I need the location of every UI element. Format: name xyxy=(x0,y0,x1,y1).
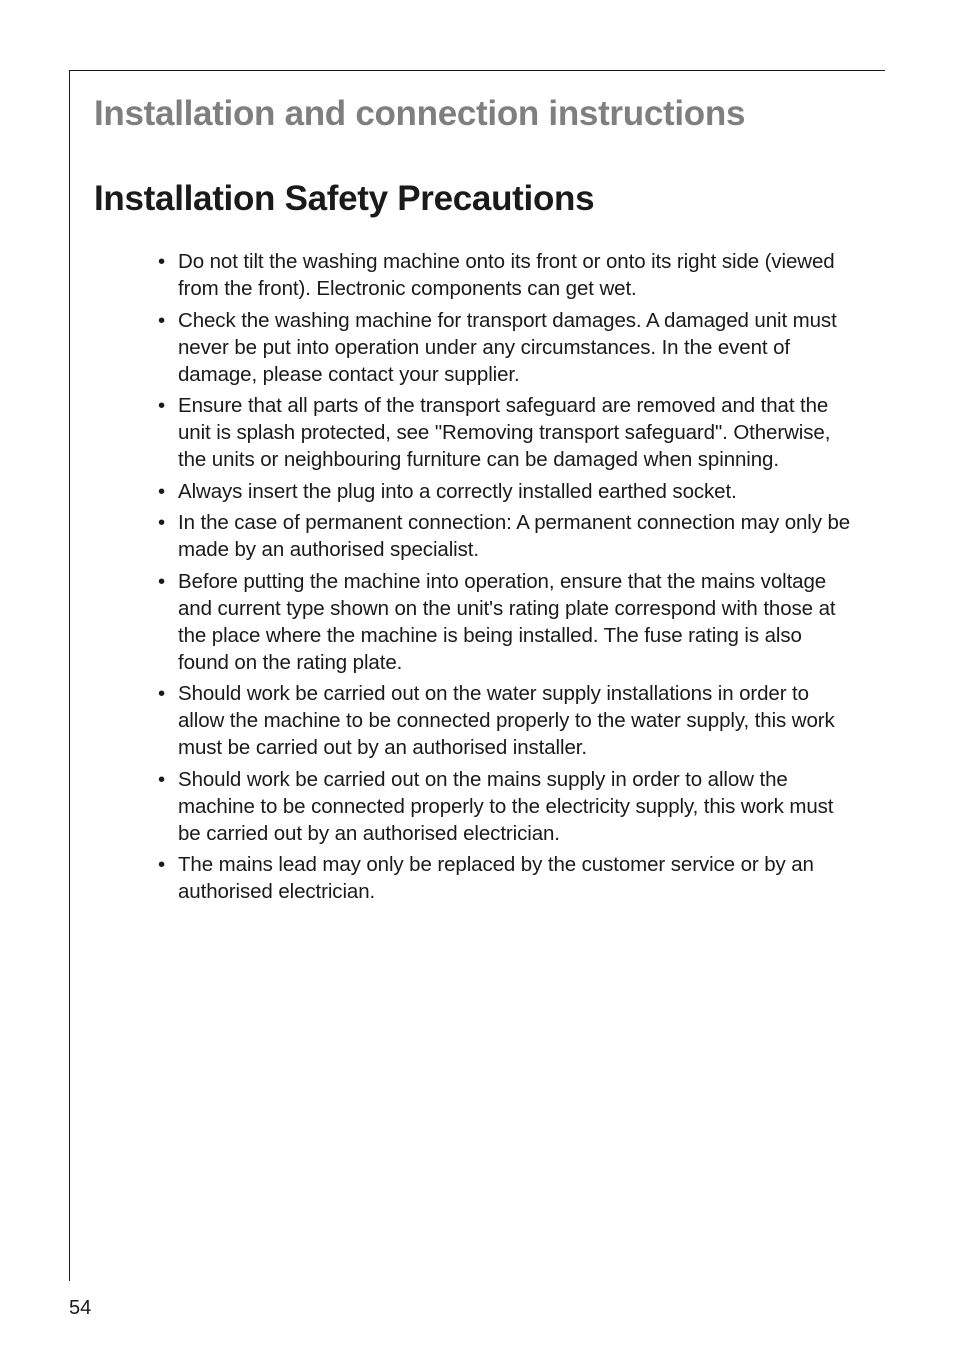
list-item xyxy=(158,509,858,563)
bullet-icon: • xyxy=(158,511,166,534)
list-item xyxy=(158,766,858,847)
bullet-icon: • xyxy=(158,767,166,791)
top-rule xyxy=(69,70,885,71)
list-item-text: Check the washing machine for transport damages. A damaged unit must never be put into operation under any circumstances. In the event of damage, please contact your supplier. xyxy=(178,308,837,386)
bullet-icon: • xyxy=(158,569,166,593)
list-item-text: The mains lead may only be replaced by the customer service or by an authorised electrician. xyxy=(178,853,814,903)
bullet-icon: • xyxy=(158,394,166,417)
bullet-icon: • xyxy=(158,479,166,503)
list-item-text: Ensure that all parts of the transport safeguard are removed and that the unit is splash protected, see "Removing transport safeguard". Otherwise, the units or neighbouring furniture can be damaged when spinning. xyxy=(178,394,831,471)
bullet-icon: • xyxy=(158,682,166,705)
list-item-text: Do not tilt the washing machine onto its front or onto its right side (viewed from the front). Electronic components can get wet. xyxy=(178,250,835,300)
list-item xyxy=(158,478,858,505)
list-item xyxy=(158,568,858,676)
page-number: 54 xyxy=(69,1297,92,1319)
list-item xyxy=(158,680,858,761)
list-item xyxy=(158,307,858,388)
page-title: Installation Safety Precautions xyxy=(94,179,595,218)
list-item-text: Always insert the plug into a correctly installed earthed socket. xyxy=(178,479,737,503)
list-item xyxy=(158,248,858,302)
bullet-icon: • xyxy=(158,853,166,876)
list-item xyxy=(158,392,858,473)
list-item xyxy=(158,851,858,905)
list-item-text: Before putting the machine into operation, ensure that the mains voltage and current type shown on the unit's rating plate correspond with those at the place where the machine is being installed. The fuse rating is also found on the rating plate. xyxy=(178,569,836,674)
precautions-list xyxy=(158,248,858,910)
list-item-text: In the case of permanent connection: A permanent connection may only be made by an authorised specialist. xyxy=(178,511,851,561)
section-title: Installation and connection instructions xyxy=(94,94,746,133)
bullet-icon: • xyxy=(158,250,166,273)
left-rule xyxy=(69,70,70,1281)
list-item-text: Should work be carried out on the mains supply in order to allow the machine to be connected properly to the electricity supply, this work must be carried out by an authorised electrician. xyxy=(178,767,834,845)
list-item-text: Should work be carried out on the water supply installations in order to allow the machine to be connected properly to the water supply, this work must be carried out by an authorised installer. xyxy=(178,682,835,759)
bullet-icon: • xyxy=(158,308,166,332)
